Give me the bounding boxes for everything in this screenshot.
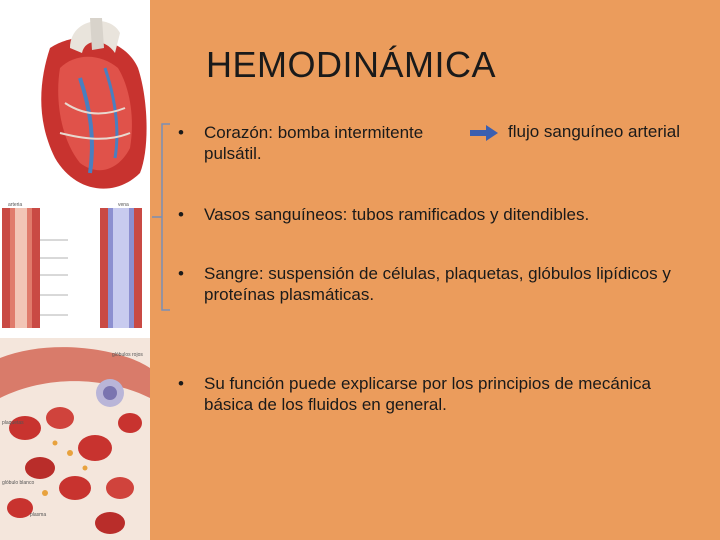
vessel-top — [90, 18, 104, 50]
bullet-blood-line1: Sangre: suspensión de células, plaquetas, glóbulos lipídicos y — [204, 264, 671, 283]
bullet-marker: • — [178, 374, 184, 393]
platelet — [67, 450, 73, 456]
bullet-function — [178, 373, 708, 417]
platelet — [42, 490, 48, 496]
right-arrow-icon — [470, 124, 498, 142]
bullet-vessels — [178, 204, 708, 228]
platelet — [53, 441, 58, 446]
illustration-panel — [0, 0, 150, 540]
red-cell — [106, 477, 134, 499]
red-cell — [25, 457, 55, 479]
red-cell — [78, 435, 112, 461]
red-cells-label: glóbulos rojos — [112, 352, 143, 358]
bullet-heart-line2: pulsátil. — [204, 144, 262, 163]
platelet — [83, 466, 88, 471]
artery-lumen — [15, 208, 27, 328]
red-cell — [46, 407, 74, 429]
plasma-label: plasma — [30, 512, 47, 518]
bullet-blood — [178, 263, 718, 307]
bullet-marker: • — [178, 264, 184, 283]
white-cell-label: glóbulo blanco — [2, 480, 35, 486]
red-cell — [95, 512, 125, 534]
bullet-blood-line2: proteínas plasmáticas. — [204, 285, 375, 304]
slide-title: HEMODINÁMICA — [206, 44, 497, 85]
red-cell — [118, 413, 142, 433]
vein-label: vena — [118, 202, 129, 208]
heart-illustration — [20, 8, 150, 198]
blood-illustration — [0, 338, 150, 540]
bullet-marker: • — [178, 123, 184, 142]
bullet-vessels-text: Vasos sanguíneos: tubos ramificados y ditendibles. — [204, 205, 590, 224]
white-cell-nucleus — [103, 386, 117, 400]
bullet-heart — [178, 122, 468, 166]
bullet-marker: • — [178, 205, 184, 224]
artery-label: arteria — [8, 202, 23, 208]
vessels-illustration — [0, 200, 150, 335]
platelets-label: plaquetas — [2, 420, 24, 426]
red-cell — [59, 476, 91, 500]
bullet-function-line2: básica de los fluidos en general. — [204, 395, 447, 414]
bracket-connector — [150, 122, 172, 312]
vein-lumen — [113, 208, 129, 328]
bullet-heart-result: flujo sanguíneo arterial — [508, 122, 681, 141]
bullet-heart-line1: Corazón: bomba intermitente — [204, 123, 424, 142]
bullet-function-line1: Su función puede explicarse por los principios de mecánica — [204, 374, 651, 393]
